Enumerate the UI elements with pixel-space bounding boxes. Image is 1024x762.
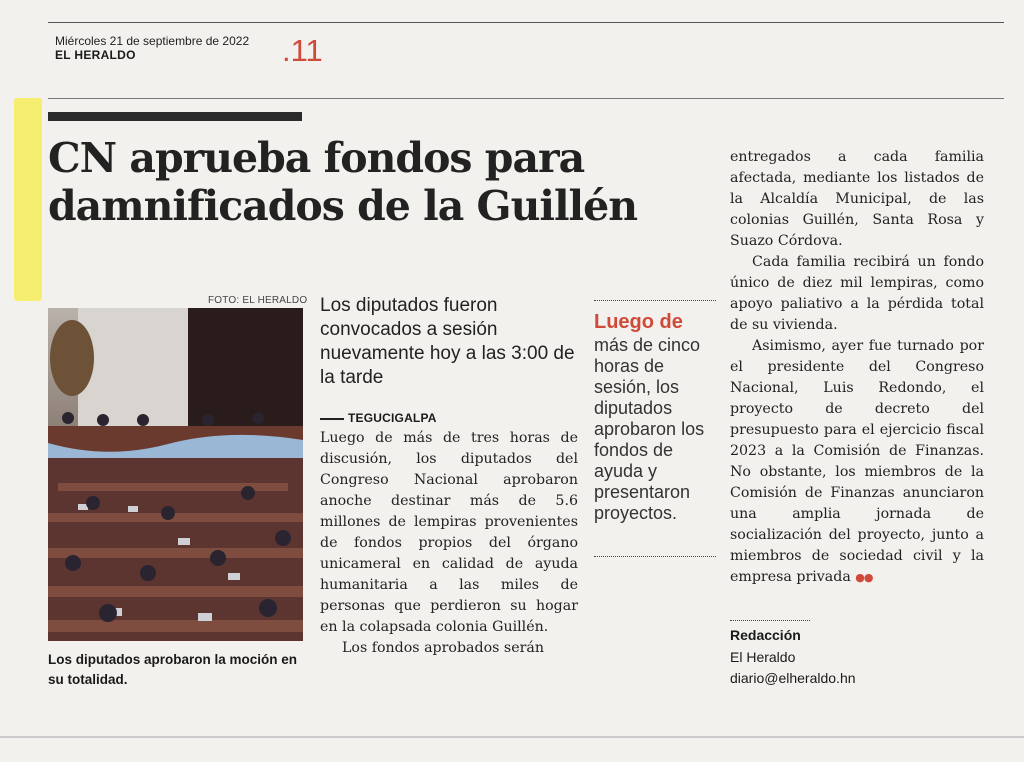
header-rule xyxy=(48,22,1004,23)
lede: Los diputados fueron convocados a sesión nuevamente hoy a las 3:00 de la tarde xyxy=(320,295,575,388)
body-column-1 xyxy=(320,428,578,659)
body-paragraph-last: Asimismo, ayer fue turnado por el presidente del Congreso Nacional, Luis Redondo, el proyecto de decreto del presupuesto para el ejercicio fiscal 2023 a la Comisión de Finanzas. No obstante, los miembros de la Comisión de Finanzas anunciaron una amplia jornada de socialización del proyecto, junto a miembros de sociedad civil y la empresa privada ●● xyxy=(730,338,984,585)
pullquote-body: más de cinco horas de sesión, los diputados aprobaron los fondos de ayuda y presentaron proyectos. xyxy=(594,335,705,523)
issue-date: Miércoles 21 de septiembre de 2022 xyxy=(55,34,250,48)
pullquote-head: Luego de xyxy=(594,311,683,333)
byline-email[interactable]: diario@elheraldo.hn xyxy=(730,670,856,686)
section-rule xyxy=(48,98,1004,99)
body-paragraph: entregados a cada familia afectada, mediante los listados de la Alcaldía Municipal, de las colonias Guillén, Santa Rosa y Suazo Córdova. xyxy=(730,149,984,249)
page-edge xyxy=(0,736,1024,738)
body-paragraph: Cada familia recibirá un fondo único de diez mil lempiras, como apoyo paliativo a la pérdida total de su vivienda. xyxy=(730,254,984,333)
pullquote-rule-top xyxy=(594,300,716,301)
pullquote-rule-bottom xyxy=(594,556,716,557)
congress-photo xyxy=(48,308,303,641)
body-column-3 xyxy=(730,147,984,588)
kicker-bar xyxy=(48,112,302,121)
newspaper-name: EL HERALDO xyxy=(55,48,136,62)
dateline: TEGUCIGALPA xyxy=(348,411,437,425)
byline-name: Redacción xyxy=(730,627,801,643)
page-number: .11 xyxy=(282,33,323,68)
byline-outlet: El Heraldo xyxy=(730,649,796,665)
highlighter-mark xyxy=(14,98,42,301)
photo-credit: FOTO: EL HERALDO xyxy=(208,295,308,306)
byline-rule xyxy=(730,620,810,621)
body-paragraph: Luego de más de tres horas de discusión, los diputados del Congreso Nacional aprobaron anoche destinar más de 5.6 millones de lempiras provenientes de fondos propios del órgano unicameral en calidad de ayuda humanitaria a las miles de personas que perdieron su hogar en la colapsada colonia Guillén. xyxy=(320,430,578,635)
photo-caption: Los diputados aprobaron la moción en su totalidad. xyxy=(48,652,298,687)
dateline-rule xyxy=(320,418,344,420)
end-mark-icon: ●● xyxy=(855,571,873,584)
headline: CN aprueba fondos para damnificados de la Guillén xyxy=(48,134,637,230)
body-paragraph: Los fondos aprobados serán xyxy=(342,640,544,656)
